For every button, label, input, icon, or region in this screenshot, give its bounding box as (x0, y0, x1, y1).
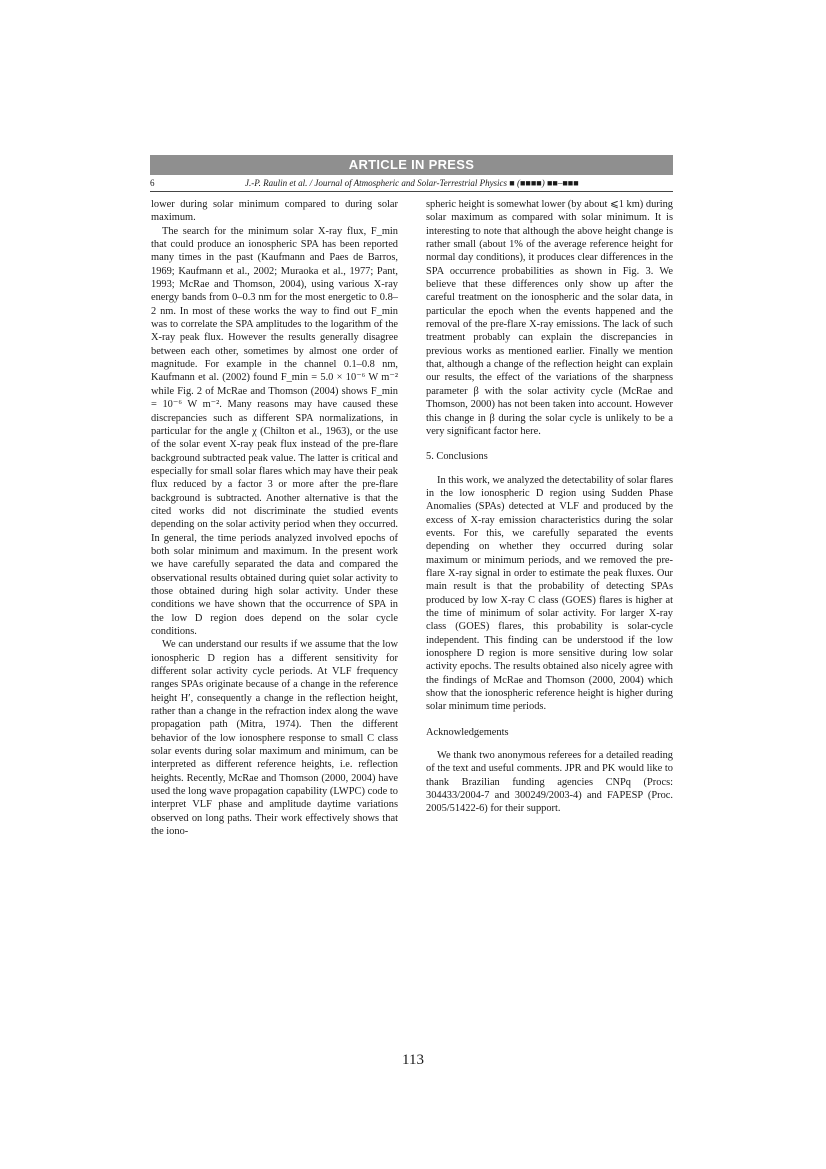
left-paragraph-2: The search for the minimum solar X-ray flux, F_min that could produce an ionospheric SPA has been reported many times in the past (Kaufmann and Paes de Barros, 1969; Kaufmann et al., 2002; Muraoka et al., 1977; Pant, 1993; McRae and Thomson, 2004), using various X-ray energy bands from 0–0.3 nm for the most energetic to 0.8–2 nm. In most of these works the way to find out F_min was to correlate the SPA amplitudes to the logarithm of the X-ray peak flux. However the results generally disagree between each other, sometimes by almost one order of magnitude. For example in the channel 0.1–0.8 nm, Kaufmann et al. (2002) found F_min = 5.0 × 10⁻⁶ W m⁻² while Fig. 2 of McRae and Thomson (2004) shows F_min = 10⁻⁶ W m⁻². Many reasons may have caused these discrepancies such as different SPA normalizations, in particular for the angle χ (Chilton et al., 1963), or the use of the solar event X-ray peak flux instead of the pre-flare background subtracted peak value. The latter is critical and especially for small solar flares which may have their peak flux reduced by a factor 3 or more after the pre-flare background is subtracted. Another alternative is that the cited works did not discriminate the studied events depending on the solar activity period when they occurred. In general, the time periods analyzed involved epochs of both solar minimum and maximum. In the present work we have carefully separated the data and compared the observational results obtained during quiet solar activity to those obtained during high solar activity. Under these conditions we have shown that the occurrence of SPA in the low D region does depend on the solar cycle conditions. (151, 225, 398, 637)
section-heading-acknowledgements: Acknowledgements (426, 726, 509, 738)
running-title: J.-P. Raulin et al. / Journal of Atmospheric and Solar-Terrestrial Physics ■ (■■■■) ■■–■■■ (245, 178, 579, 188)
running-header (150, 177, 673, 190)
header-page-number: 6 (150, 178, 155, 188)
header-rule (150, 191, 673, 192)
right-column (426, 198, 673, 816)
article-in-press-banner: ARTICLE IN PRESS (150, 155, 673, 175)
conclusions-paragraph: In this work, we analyzed the detectability of solar flares in the low ionospheric D region using Sudden Phase Anomalies (SPAs) detected at VLF and produced by the excess of X-ray emission characteristics during the solar events. For this, we carefully separated the events depending on whether they occurred during solar maximum or minimum periods, and we removed the pre-flare X-ray signal in order to estimate the peak fluxes. Our main result is that the probability of detecting SPAs produced by low X-ray C class (GOES) flares is higher at the time of minimum of solar activity. For larger X-ray class (GOES) flares, this probability is solar-cycle independent. This finding can be understood if the low ionosphere D region is more sensitive during low solar activity epochs. The results obtained also nicely agree with the findings of McRae and Thomson (2000, 2004) which show that the ionospheric reference height is higher during solar minimum time periods. (426, 474, 674, 713)
footer-page-number: 113 (402, 1052, 424, 1068)
left-paragraph-1: lower during solar minimum compared to during solar maximum. (151, 199, 398, 224)
section-heading-conclusions: 5. Conclusions (426, 451, 488, 463)
left-paragraph-3: We can understand our results if we assume that the low ionospheric D region has a different sensitivity for different solar activity cycle periods. At VLF frequency ranges SPAs originate because of a change in the reference height H′, consequently a change in the reflection height, rather than a change in the refraction index along the wave propagation path (Mitra, 1974). Then the different behavior of the low ionosphere response to small C class solar events during solar maximum and minimum, can be interpreted as different reference heights, i.e. reflection heights. Recently, McRae and Thomson (2000, 2004) have used the long wave propagation capability (LWPC) code to interpret VLF phase and amplitude daytime variations observed on long paths. Their work effectively shows that the iono- (151, 639, 398, 838)
left-column (151, 198, 398, 839)
acknowledgements-paragraph: We thank two anonymous referees for a detailed reading of the text and useful comments. JPR and PK would like to thank Brazilian funding agencies CNPq (Procs: 304433/2004-7 and 300249/2003-4) and FAPESP (Proc. 2005/51422-6) for their support. (426, 750, 673, 815)
right-paragraph-1: spheric height is somewhat lower (by about ⩽1 km) during solar maximum as compared with solar minimum. It is interesting to note that although the above height change is rather small (about 1% of the average reference height for normal day conditions), it produces clear differences in the SPA occurrence probabilities as shown in Fig. 3. We believe that these differences only show up after the careful treatment on the ionospheric and the solar data, in particular the epoch when the events happened and the removal of the pre-flare X-ray emissions. The lack of such treatment probably can explain the discrepancies in previous works as mentioned earlier. Finally we mention that, although a change of the reflection height can explain our results, the effect of the variations of the sharpness parameter β with the solar activity cycle (McRae and Thomson, 2000) has not been taken into account. However this change in β during the solar cycle is unlikely to be a very significant factor here. (426, 199, 673, 437)
